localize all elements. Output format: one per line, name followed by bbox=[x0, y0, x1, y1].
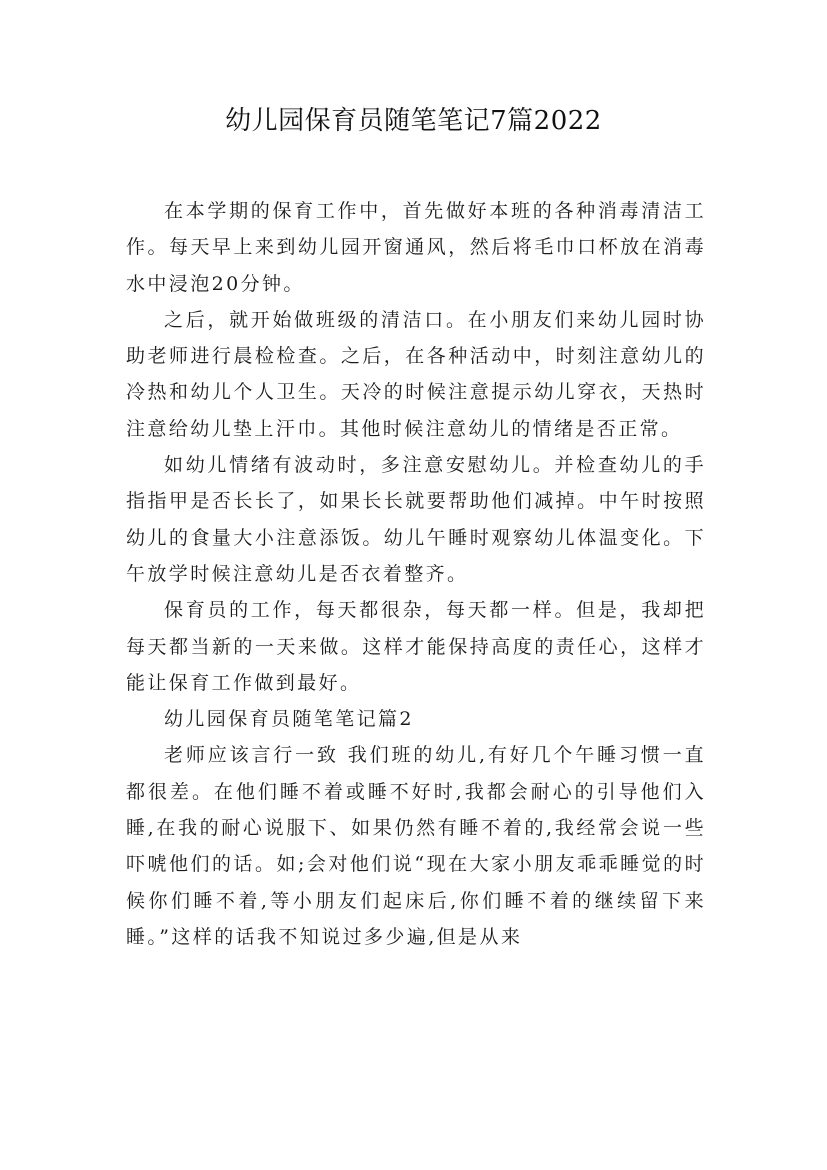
section-heading-2: 幼儿园保育员随笔笔记篇2 bbox=[164, 708, 414, 731]
paragraph-3: 如幼儿情绪有波动时，多注意安慰幼儿。并检查幼儿的手指指甲是否长长了，如果长长就要帮助他们减掉。中午时按照幼儿的食量大小注意添饭。幼儿午睡时观察幼儿体温变化。下午放学时候注意幼儿是否衣着整齐。 bbox=[126, 454, 706, 585]
document-body bbox=[126, 193, 706, 955]
paragraph-1: 在本学期的保育工作中，首先做好本班的各种消毒清洁工作。每天早上来到幼儿园开窗通风，然后将毛巾口杯放在消毒水中浸泡20分钟。 bbox=[126, 200, 706, 295]
document-title: 幼儿园保育员随笔笔记7篇2022 bbox=[225, 106, 602, 136]
paragraph-4: 保育员的工作，每天都很杂，每天都一样。但是，我却把每天都当新的一天来做。这样才能保持高度的责任心，这样才能让保育工作做到最好。 bbox=[126, 599, 706, 694]
paragraph-5: 老师应该言行一致 我们班的幼儿,有好几个午睡习惯一直都很差。在他们睡不着或睡不好时,我都会耐心的引导他们入睡,在我的耐心说服下、如果仍然有睡不着的,我经常会说一些吓唬他们的话。如;会对他们说“现在大家小朋友乖乖睡觉的时候你们睡不着,等小朋友们起床后,你们睡不着的继续留下来睡。”这样的话我不知说过多少遍,但是从来 bbox=[126, 744, 706, 948]
paragraph-2: 之后，就开始做班级的清洁口。在小朋友们来幼儿园时协助老师进行晨检检查。之后，在各种活动中，时刻注意幼儿的冷热和幼儿个人卫生。天冷的时候注意提示幼儿穿衣，天热时注意给幼儿垫上汗巾。其他时候注意幼儿的情绪是否正常。 bbox=[126, 308, 706, 440]
